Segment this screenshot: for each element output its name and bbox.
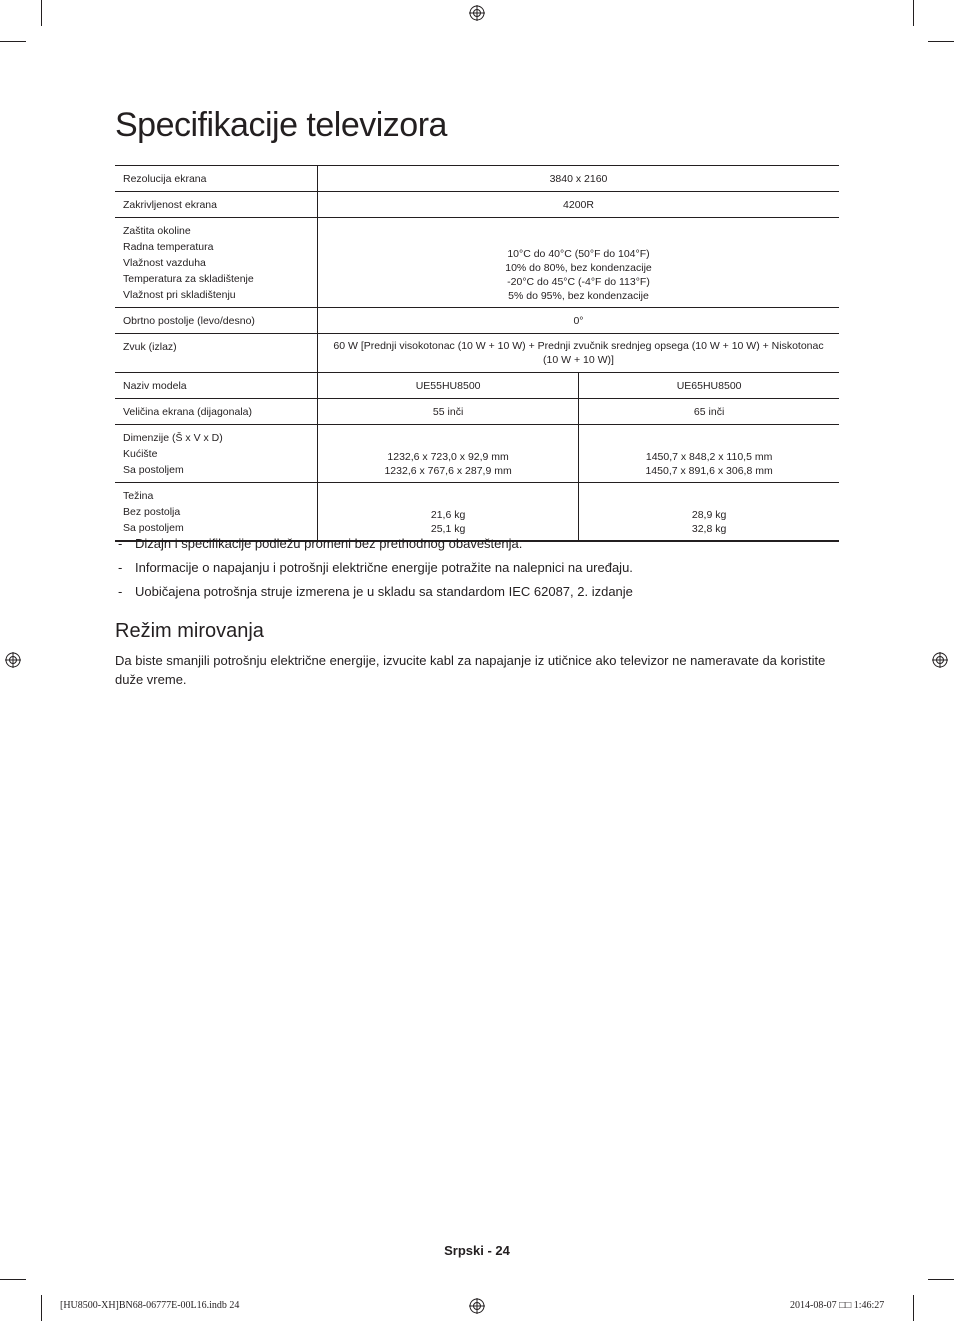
row-label: [115, 425, 318, 483]
value-line: 1232,6 x 723,0 x 92,9 mm: [387, 451, 509, 463]
registration-mark-icon: [5, 652, 21, 668]
bullet-dash: -: [118, 560, 123, 575]
crop-mark: [0, 1279, 26, 1280]
row-value: UE55HU8500: [318, 373, 579, 399]
crop-mark: [928, 41, 954, 42]
list-item: [115, 583, 839, 607]
label-line: Bez postolja: [123, 506, 181, 518]
note-text: Uobičajena potrošnja struje izmerena je u skladu sa standardom IEC 62087, 2. izdanje: [135, 584, 633, 599]
table-row: [115, 334, 839, 373]
page-number: Srpski - 24: [444, 1243, 510, 1258]
table-row: [115, 425, 839, 483]
spec-table: [115, 165, 839, 542]
crop-mark: [41, 0, 42, 26]
registration-mark-icon: [469, 1298, 485, 1314]
value-line: 10% do 80%, bez kondenzacije: [505, 262, 652, 274]
value-line: 25,1 kg: [430, 523, 466, 535]
value-line: 21,6 kg: [430, 509, 466, 521]
registration-mark-icon: [932, 652, 948, 668]
label-line: Dimenzije (Š x V x D): [123, 432, 223, 444]
value-line: 28,9 kg: [691, 509, 727, 521]
row-value: [579, 483, 839, 542]
crop-mark: [913, 1295, 914, 1321]
table-row: [115, 192, 839, 218]
notes-list: [115, 535, 839, 607]
section-body: Da biste smanjili potrošnju električne energije, izvucite kabl za napajanje iz utičnice ako televizor ne nameravate da koristite duže vreme.: [115, 653, 826, 687]
label-line: Zaštita okoline: [123, 225, 191, 237]
label-line: Sa postoljem: [123, 522, 184, 534]
table-row: [115, 308, 839, 334]
value-line: -20°C do 45°C (-4°F do 113°F): [507, 276, 650, 288]
row-value: [318, 218, 840, 308]
table-row: [115, 399, 839, 425]
row-label: Obrtno postolje (levo/desno): [115, 308, 318, 334]
row-value: UE65HU8500: [579, 373, 839, 399]
crop-mark: [0, 41, 26, 42]
row-value: 0°: [318, 308, 840, 334]
note-text: Informacije o napajanju i potrošnji električne energije potražite na nalepnici na uređaju.: [135, 560, 633, 575]
label-line: Vlažnost vazduha: [123, 257, 206, 269]
row-label: [115, 218, 318, 308]
value-line: 1450,7 x 891,6 x 306,8 mm: [645, 465, 773, 477]
crop-mark: [928, 1279, 954, 1280]
row-value: 65 inči: [579, 399, 839, 425]
row-label: Zakrivljenost ekrana: [115, 192, 318, 218]
row-value: [318, 483, 579, 542]
label-line: Radna temperatura: [123, 241, 214, 253]
row-label: Naziv modela: [115, 373, 318, 399]
value-line: 32,8 kg: [691, 523, 727, 535]
label-line: Sa postoljem: [123, 464, 184, 476]
table-row: [115, 373, 839, 399]
list-item: [115, 559, 839, 583]
value-line: 1450,7 x 848,2 x 110,5 mm: [645, 451, 773, 463]
registration-mark-icon: [469, 5, 485, 21]
table-row: [115, 483, 839, 542]
row-label: Rezolucija ekrana: [115, 166, 318, 192]
label-line: Kućište: [123, 448, 158, 460]
print-slug-right: 2014-08-07 □□ 1:46:27: [790, 1300, 885, 1311]
row-value: 3840 x 2160: [318, 166, 840, 192]
page-title: Specifikacije televizora: [115, 106, 447, 144]
label-line: Vlažnost pri skladištenju: [123, 289, 236, 301]
list-item: [115, 535, 839, 559]
row-value: [318, 425, 579, 483]
crop-mark: [913, 0, 914, 26]
row-label: Veličina ekrana (dijagonala): [115, 399, 318, 425]
bullet-dash: -: [118, 584, 123, 599]
print-slug-left: [HU8500-XH]BN68-06777E-00L16.indb 24: [60, 1300, 240, 1311]
row-value: [579, 425, 839, 483]
crop-mark: [41, 1295, 42, 1321]
label-line: Temperatura za skladištenje: [123, 273, 254, 285]
label-line: Težina: [123, 490, 154, 502]
row-value: 4200R: [318, 192, 840, 218]
table-row: [115, 166, 839, 192]
bullet-dash: -: [118, 536, 123, 551]
value-line: 1232,6 x 767,6 x 287,9 mm: [384, 465, 512, 477]
value-line: 10°C do 40°C (50°F do 104°F): [507, 248, 650, 260]
value-line: 5% do 95%, bez kondenzacije: [508, 290, 649, 302]
table-row: [115, 218, 839, 308]
section-title: Režim mirovanja: [115, 620, 264, 642]
row-value: 55 inči: [318, 399, 579, 425]
row-value: 60 W [Prednji visokotonac (10 W + 10 W) + Prednji zvučnik srednjeg opsega (10 W + 10 W) + Niskotonac (10 W + 10 W)]: [318, 334, 840, 373]
row-label: [115, 483, 318, 542]
row-label: Zvuk (izlaz): [115, 334, 318, 373]
note-text: Dizajn i specifikacije podležu promeni bez prethodnog obaveštenja.: [135, 536, 523, 551]
